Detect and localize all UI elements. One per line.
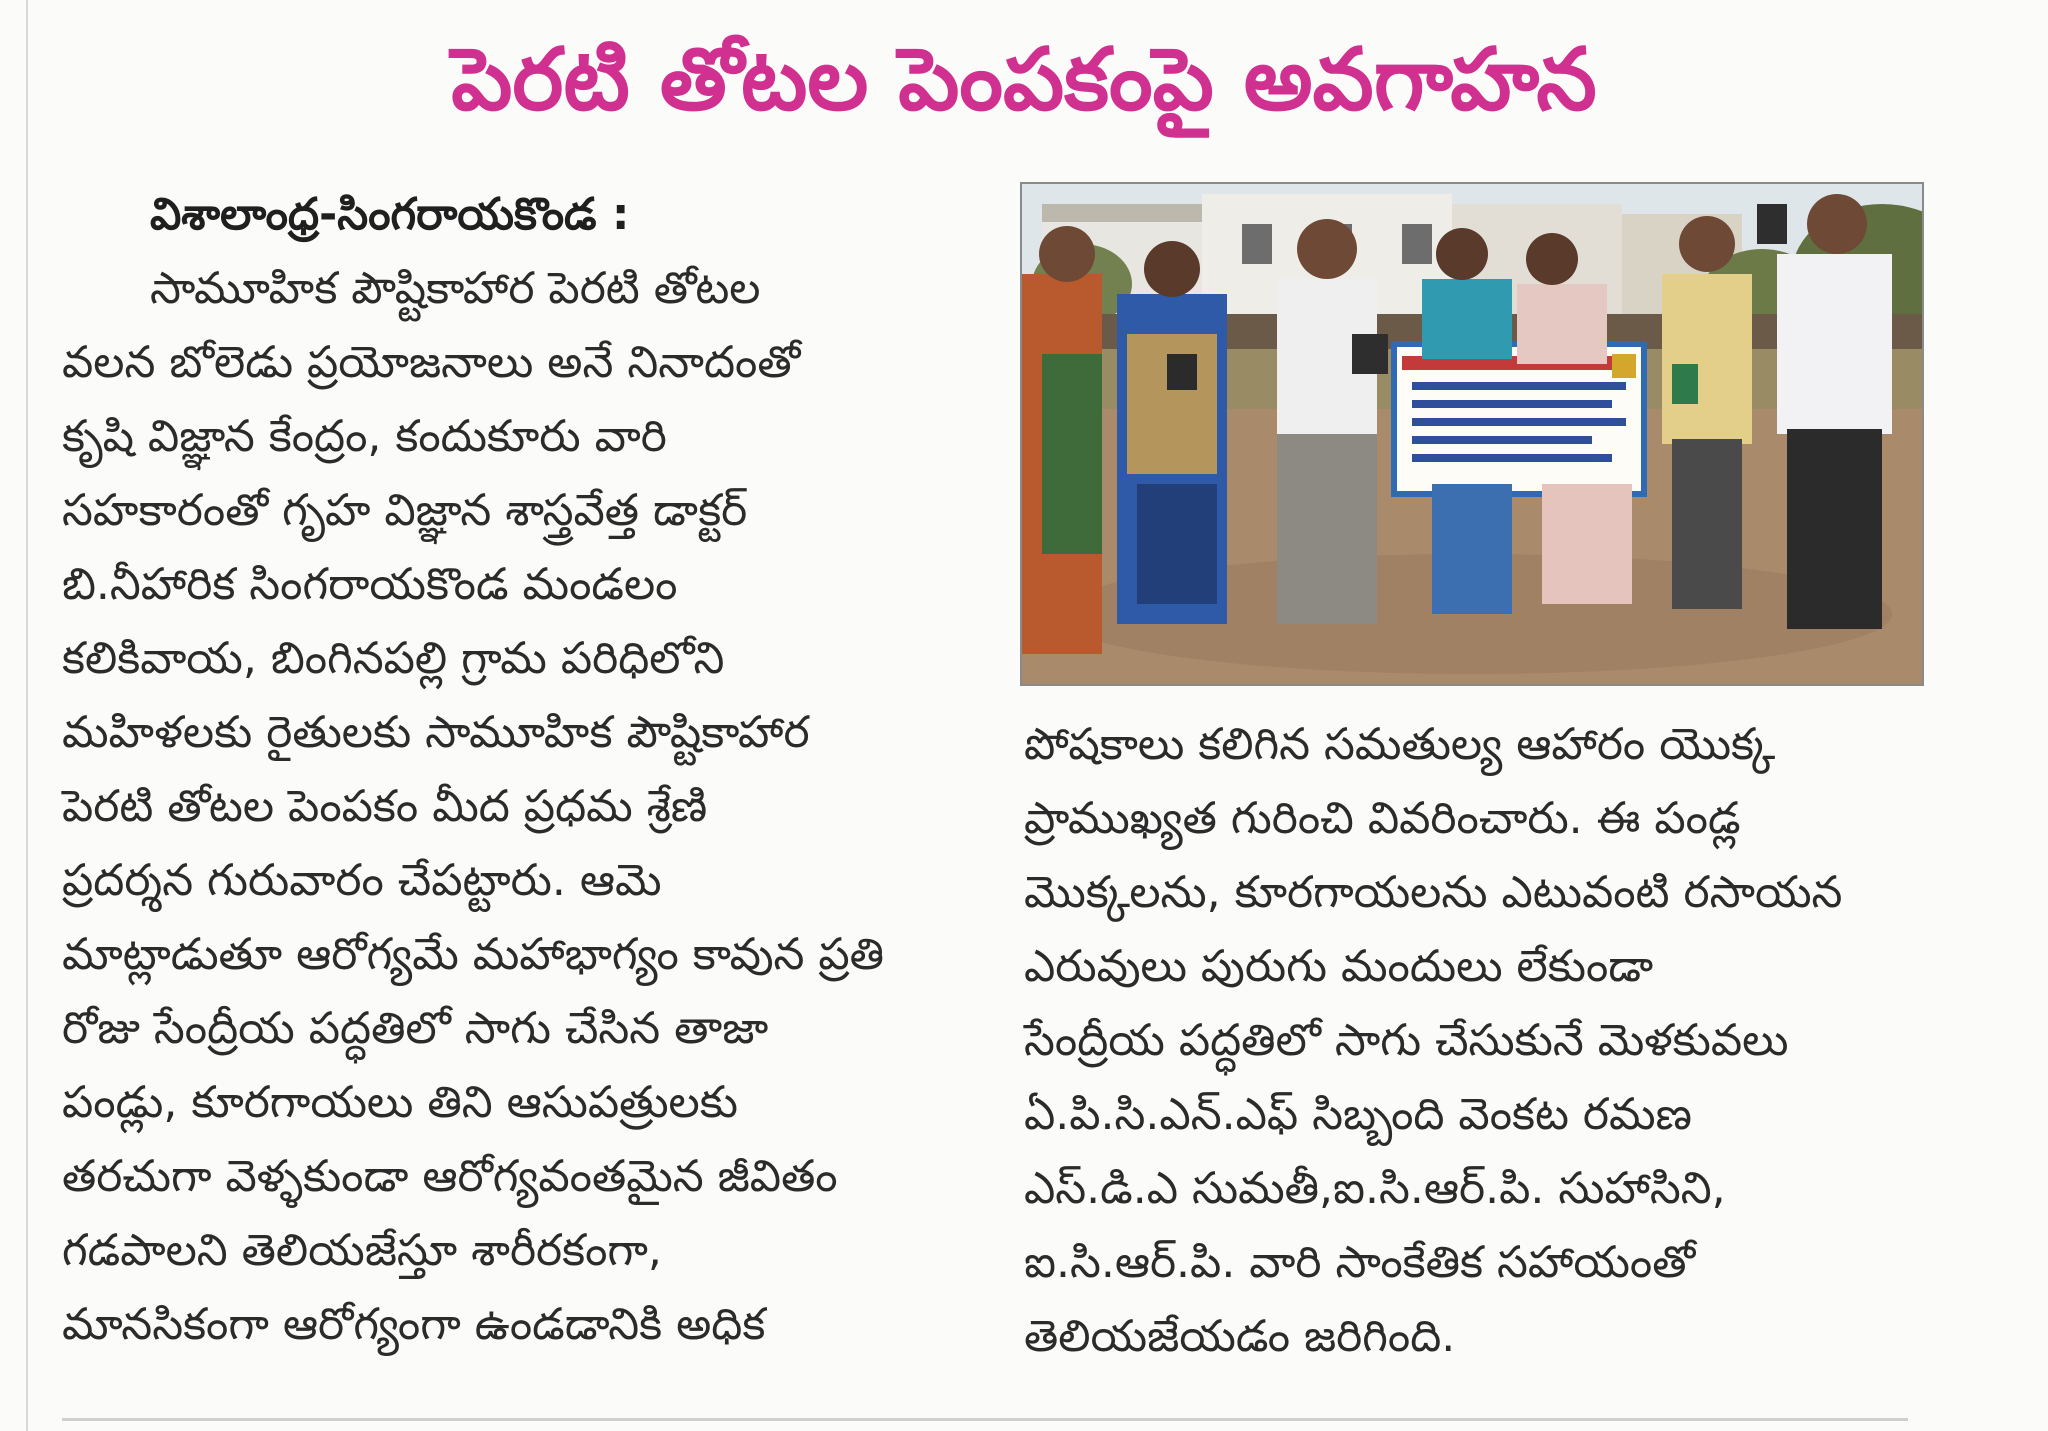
- body-line: మొక్కలను, కూరగాయలను ఎటువంటి రసాయన: [1024, 867, 1843, 918]
- headline: పెరటి తోటల పెంపకంపై అవగాహన: [451, 30, 1597, 130]
- body-line: కృషి విజ్ఞాన కేంద్రం, కందుకూరు వారి: [62, 411, 667, 462]
- body-line: ప్రదర్శన గురువారం చేపట్టారు. ఆమె: [62, 855, 662, 906]
- body-line: తరచుగా వెళ్ళకుండా ఆరోగ్యవంతమైన జీవితం: [62, 1151, 838, 1202]
- body-line: ఎస్.డి.ఎ సుమతీ,ఐ.సి.ఆర్.పి. సుహాసిని,: [1024, 1163, 1726, 1214]
- body-column-right: [1024, 708, 1924, 1374]
- body-line: కలికివాయ, బింగినపల్లి గ్రామ పరిధిలోని: [62, 633, 725, 684]
- body-line: రోజు సేంద్రీయ పద్ధతిలో సాగు చేసిన తాజా: [62, 1003, 769, 1054]
- body-line: మానసికంగా ఆరోగ్యంగా ఉండడానికి అధిక: [62, 1299, 766, 1350]
- body-line: పెరటి తోటల పెంపకం మీద ప్రధమ శ్రేణి: [62, 781, 708, 832]
- body-line: ఏ.పి.సి.ఎన్.ఎఫ్ సిబ్బంది వెంకట రమణ: [1024, 1089, 1692, 1140]
- body-line: పండ్లు, కూరగాయలు తిని ఆసుపత్రులకు: [62, 1077, 738, 1128]
- news-photo: [1020, 182, 1924, 686]
- body-line: మహిళలకు రైతులకు సామూహిక పౌష్టికాహార: [62, 707, 810, 758]
- dateline: విశాలాంధ్ర-సింగరాయకొండ :: [150, 189, 630, 240]
- body-line: గడపాలని తెలియజేస్తూ శారీరకంగా,: [62, 1225, 662, 1276]
- body-line: సహకారంతో గృహ విజ్ఞాన శాస్త్రవేత్త డాక్టర్: [62, 485, 748, 536]
- column-rule: [26, 0, 28, 1431]
- body-column-left: [62, 178, 962, 1362]
- body-line: వలన బోలెడు ప్రయోజనాలు అనే నినాదంతో: [62, 337, 801, 388]
- body-line: బి.నీహారిక సింగరాయకొండ మండలం: [62, 559, 678, 610]
- body-line: సేంద్రీయ పద్ధతిలో సాగు చేసుకునే మెళకువలు: [1024, 1015, 1789, 1066]
- body-line: ఐ.సి.ఆర్.పి. వారి సాంకేతిక సహాయంతో: [1024, 1237, 1696, 1288]
- body-line: మాట్లాడుతూ ఆరోగ్యమే మహాభాగ్యం కావున ప్రతి: [62, 929, 885, 980]
- bottom-rule: [62, 1418, 1908, 1421]
- body-line: సామూహిక పౌష్టికాహార పెరటి తోటల: [150, 263, 761, 314]
- body-line: తెలియజేయడం జరిగింది.: [1024, 1311, 1456, 1362]
- body-line: ప్రాముఖ్యత గురించి వివరించారు. ఈ పండ్ల: [1024, 793, 1741, 844]
- body-line: పోషకాలు కలిగిన సమతుల్య ఆహారం యొక్క: [1024, 719, 1776, 770]
- body-line: ఎరువులు పురుగు మందులు లేకుండా: [1024, 941, 1654, 992]
